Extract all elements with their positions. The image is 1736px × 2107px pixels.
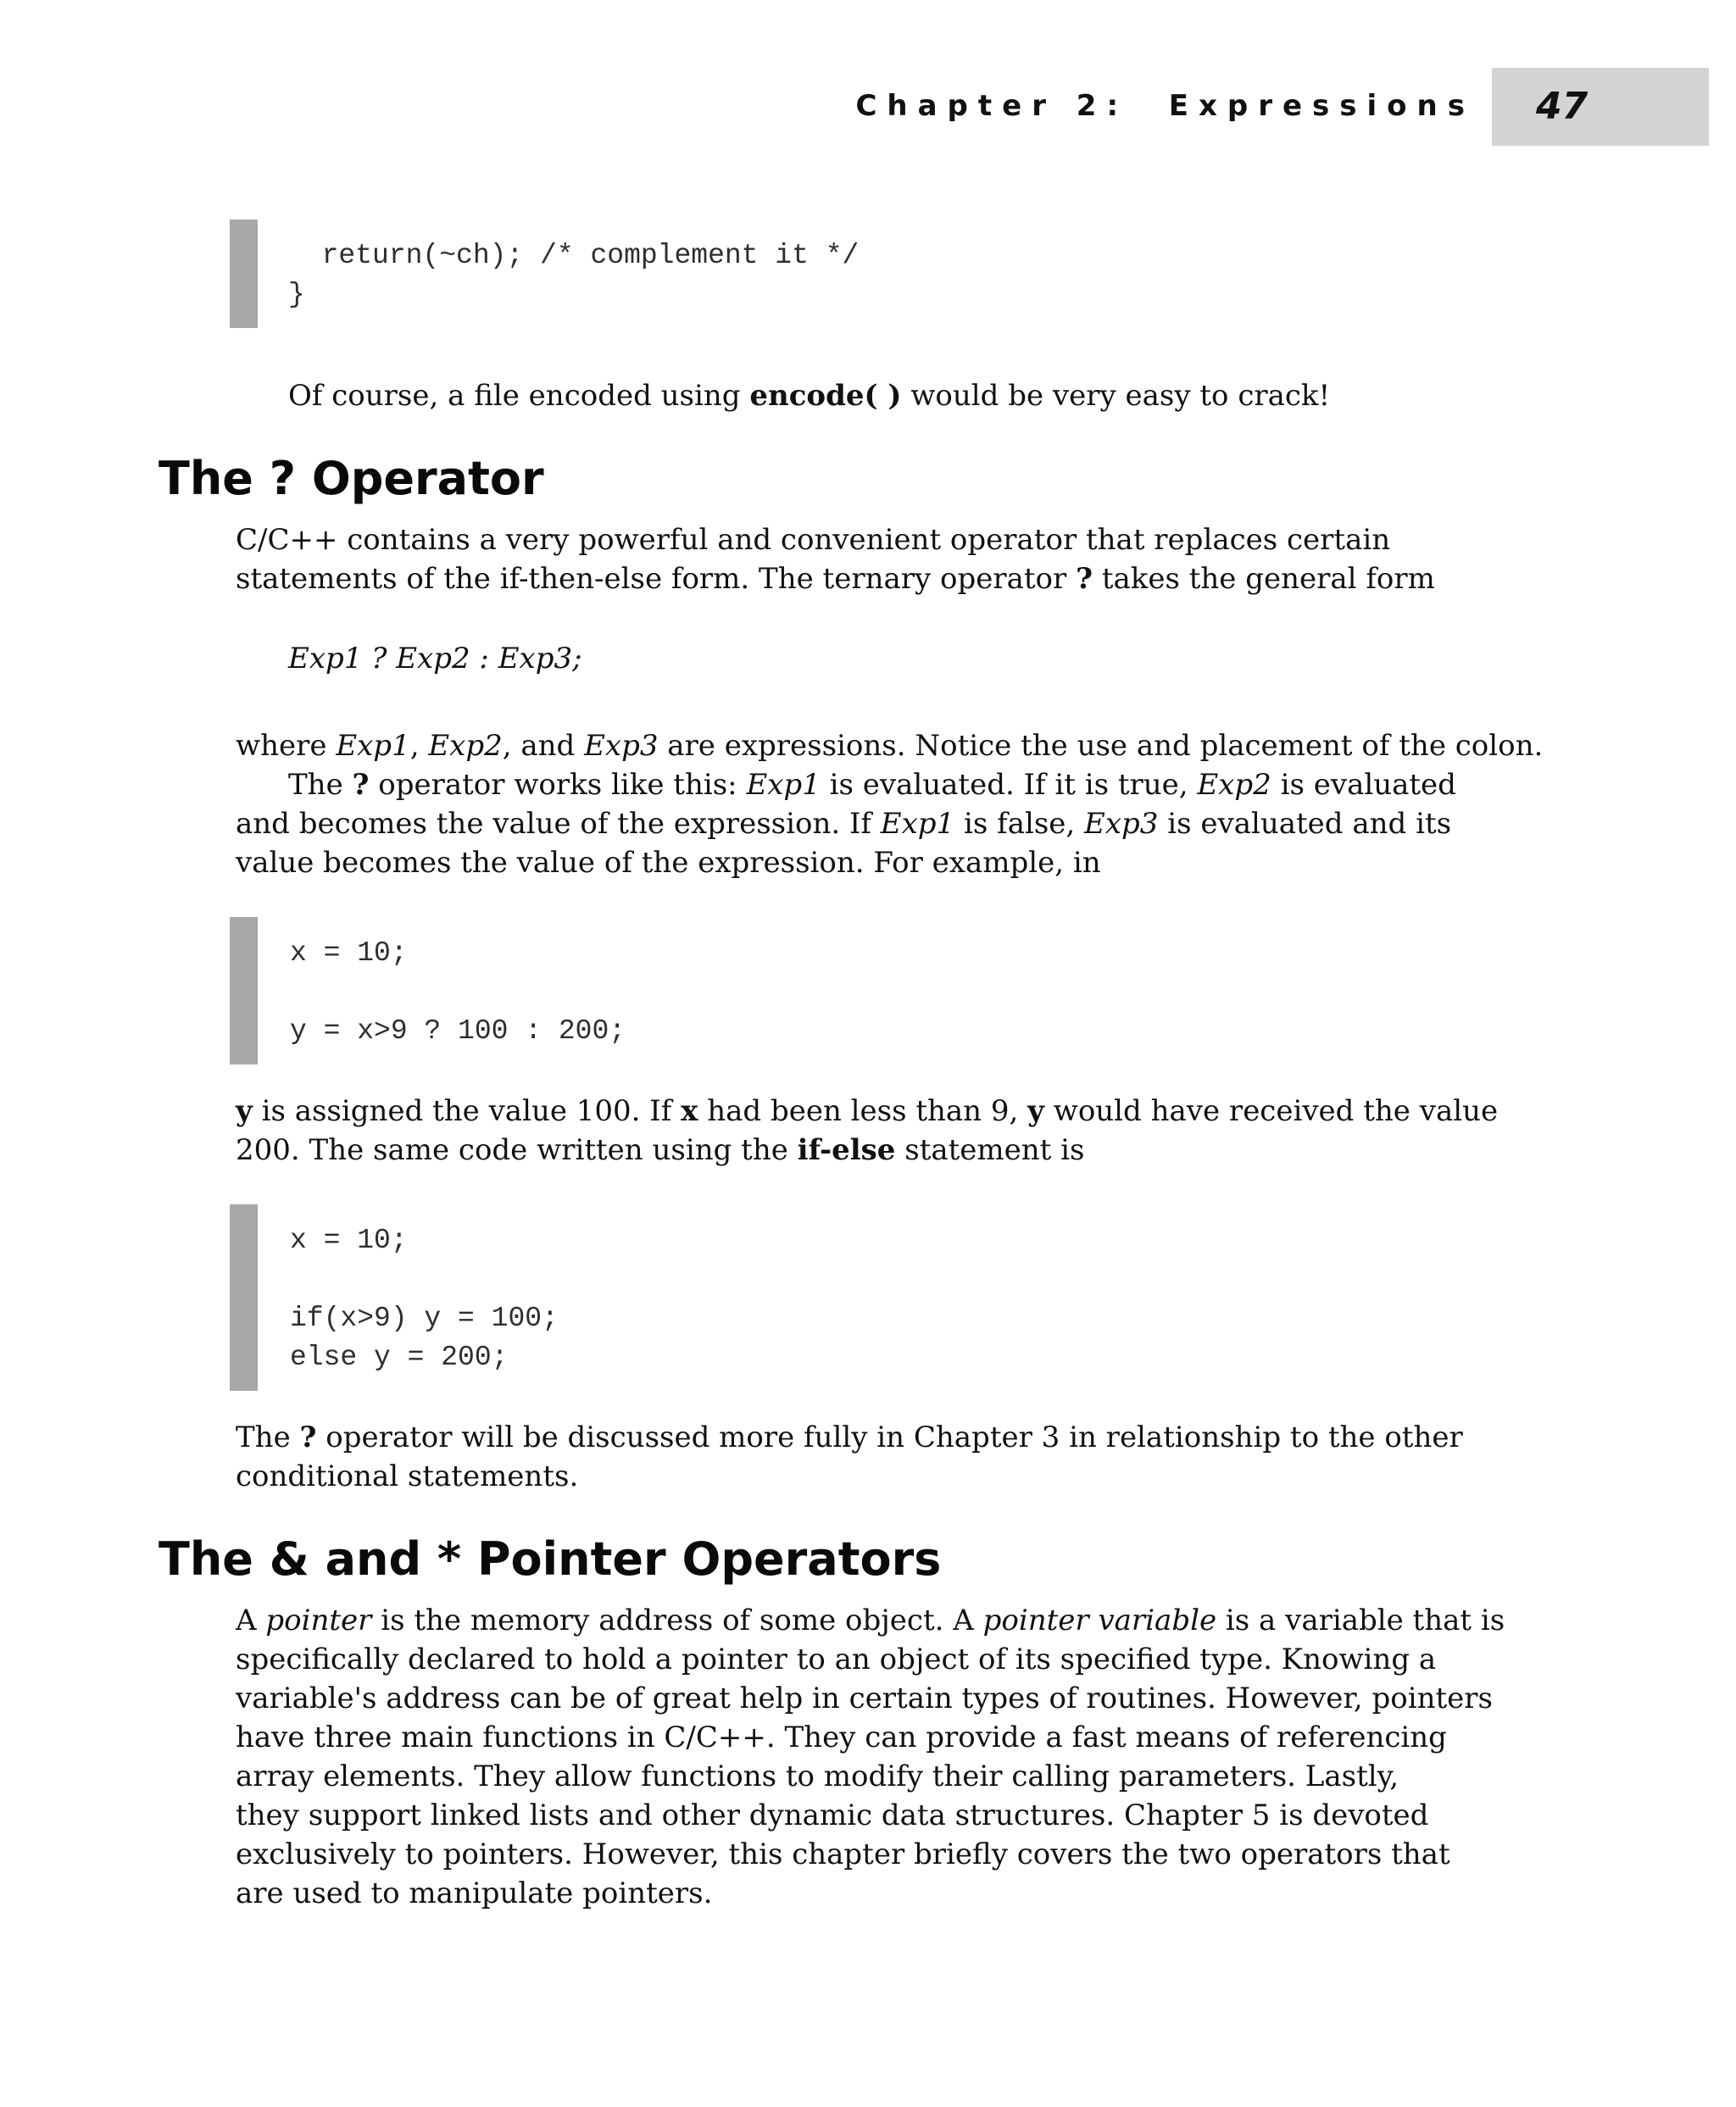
code-line: else y = 200; xyxy=(290,1342,509,1373)
italic-term: pointer variable xyxy=(982,1604,1217,1637)
code-block-bar xyxy=(230,917,258,1065)
code-line: x = 10; xyxy=(290,937,408,969)
code-line: if(x>9) y = 100; xyxy=(290,1303,559,1334)
italic-term: Exp3 xyxy=(1084,807,1159,841)
paragraph-pointer-line1 xyxy=(236,1601,1505,1640)
text-run: statement is xyxy=(895,1133,1085,1167)
paragraph-pointer-line3: variable's address can be of great help in certain types of routines. However, pointers xyxy=(236,1682,1493,1715)
text-run: where xyxy=(236,729,337,763)
text-run: is assigned the value 100. If xyxy=(252,1094,682,1128)
italic-term: pointer xyxy=(265,1604,372,1637)
text-run: had been less than 9, xyxy=(698,1094,1028,1128)
text-run: takes the general form xyxy=(1093,562,1435,596)
code-term: ? xyxy=(1076,562,1093,596)
paragraph-assigned-line1 xyxy=(236,1092,1499,1131)
italic-term: Exp2 xyxy=(1197,768,1271,802)
italic-term: Exp1 xyxy=(746,768,821,802)
text-run: are expressions. Notice the use and placement of the colon. xyxy=(658,729,1544,763)
paragraph-encode xyxy=(288,376,1551,415)
running-header-title: Chapter 2: Expressions xyxy=(855,89,1475,123)
page-number-tab xyxy=(1492,68,1709,146)
text-run: operator will be discussed more fully in Chapter 3 in relationship to the other xyxy=(316,1420,1463,1454)
code-term: y xyxy=(1027,1094,1044,1128)
code-term: ? xyxy=(299,1420,317,1454)
text-run: is the memory address of some object. A xyxy=(371,1604,983,1637)
code-term: ? xyxy=(352,768,370,802)
italic-term: Exp1 xyxy=(880,807,955,841)
paragraph-pointer-line8: are used to manipulate pointers. xyxy=(236,1876,713,1910)
text-run: operator works like this: xyxy=(369,768,747,802)
paragraph-works-line1 xyxy=(288,765,1551,804)
code-line: return(~ch); /* complement it */ xyxy=(288,240,860,271)
text-run: 200. The same code written using the xyxy=(236,1133,798,1167)
text-run: The xyxy=(288,768,353,802)
paragraph-pointer-line4: have three main functions in C/C++. They can provide a fast means of referencing xyxy=(236,1721,1447,1754)
text-run: is false, xyxy=(954,807,1085,841)
code-line: } xyxy=(288,279,305,310)
text-run: , and xyxy=(502,729,585,763)
text-run: , xyxy=(409,729,429,763)
paragraph-ternary-intro-line2 xyxy=(236,559,1499,598)
text-run: is evaluated and its xyxy=(1158,807,1452,841)
text-run: and becomes the value of the expression. If xyxy=(236,807,881,841)
paragraph-where xyxy=(236,726,1544,765)
paragraph-closing-line2: conditional statements. xyxy=(236,1459,579,1493)
paragraph-pointer-line2: specifically declared to hold a pointer to an object of its specified type. Knowing a xyxy=(236,1643,1437,1676)
paragraph-works-line2 xyxy=(236,804,1499,843)
code-line: y = x>9 ? 100 : 200; xyxy=(290,1015,626,1047)
code-block-bar xyxy=(230,1204,258,1391)
paragraph-works-line3: value becomes the value of the expression. For example, in xyxy=(236,846,1101,880)
page-number: 47 xyxy=(1536,85,1589,128)
italic-term: Exp2 xyxy=(428,729,503,763)
section-heading-ternary: The ? Operator xyxy=(159,452,544,505)
paragraph-pointer-line7: exclusively to pointers. However, this chapter briefly covers the two operators that xyxy=(236,1837,1450,1871)
text-run: statements of the if-then-else form. The ternary operator xyxy=(236,562,1077,596)
italic-term: Exp3 xyxy=(584,729,659,763)
code-block-bar xyxy=(230,220,258,328)
text-run: Of course, a file encoded using xyxy=(288,379,750,413)
text-run: would be very easy to crack! xyxy=(901,379,1331,413)
text-run: is evaluated. If it is true, xyxy=(820,768,1198,802)
code-term: if-else xyxy=(797,1133,896,1167)
paragraph-pointer-line5: array elements. They allow functions to modify their calling parameters. Lastly, xyxy=(236,1760,1399,1793)
code-line: x = 10; xyxy=(290,1225,408,1256)
italic-term: Exp1 xyxy=(336,729,410,763)
text-run: is a variable that is xyxy=(1216,1604,1505,1637)
text-run: is evaluated xyxy=(1271,768,1456,802)
ternary-general-form: Exp1 ? Exp2 : Exp3; xyxy=(288,642,582,675)
text-run: The xyxy=(236,1420,300,1454)
section-heading-pointer-operators: The & and * Pointer Operators xyxy=(159,1532,942,1586)
code-term: y xyxy=(236,1094,253,1128)
text-run: A xyxy=(236,1604,266,1637)
paragraph-assigned-line2 xyxy=(236,1131,1499,1170)
code-term: x xyxy=(681,1094,698,1128)
paragraph-closing-line1 xyxy=(236,1418,1499,1457)
text-run: would have received the value xyxy=(1043,1094,1499,1128)
paragraph-ternary-intro-line1: C/C++ contains a very powerful and convenient operator that replaces certain xyxy=(236,523,1391,557)
paragraph-pointer-line6: they support linked lists and other dynamic data structures. Chapter 5 is devoted xyxy=(236,1798,1429,1832)
code-term: encode( ) xyxy=(749,379,902,413)
